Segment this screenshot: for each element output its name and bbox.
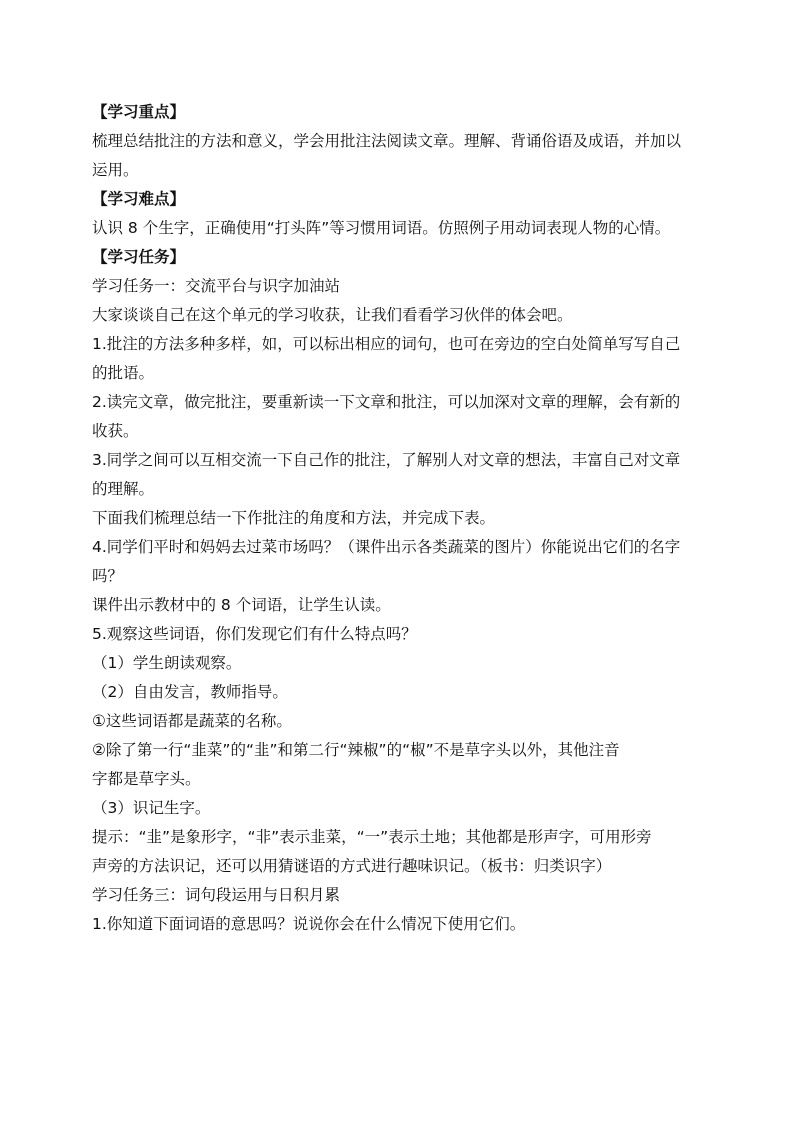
body-line: 3.同学之间可以互相交流一下自己作的批注，了解别人对文章的想法，丰富自己对文章 <box>92 451 681 469</box>
body-line: 下面我们梳理总结一下作批注的角度和方法，并完成下表。 <box>92 509 496 527</box>
tasks-heading: 【学习任务】 <box>92 248 186 266</box>
body-line: 字都是草字头。 <box>92 770 201 788</box>
body-line: 大家谈谈自己在这个单元的学习收获，让我们看看学习伙伴的体会吧。 <box>92 306 573 324</box>
key-points-text-line: 运用。 <box>92 161 139 179</box>
body-line: 5.观察这些词语，你们发现它们有什么特点吗？ <box>92 625 417 643</box>
body-line: ②除了第一行“韭菜”的“韭”和第二行“辣椒”的“椒”不是草字头以外，其他注音 <box>92 741 620 759</box>
body-line: 提示：“韭”是象形字，“非”表示韭菜，“一”表示土地；其他都是形声字，可用形旁 <box>92 828 652 846</box>
body-line: 1.批注的方法多种多样，如，可以标出相应的词句，也可在旁边的空白处简单写写自己 <box>92 335 681 353</box>
difficulties-heading: 【学习难点】 <box>92 190 186 208</box>
body-line: 2.读完文章，做完批注，要重新读一下文章和批注，可以加深对文章的理解，会有新的 <box>92 393 681 411</box>
body-line: （1）学生朗读观察。 <box>92 654 242 672</box>
key-points-text-line: 梳理总结批注的方法和意义，学会用批注法阅读文章。理解、背诵俗语及成语，并加以 <box>92 132 682 150</box>
body-line: 吗？ <box>92 567 124 585</box>
difficulties-text-line: 认识 8 个生字，正确使用“打头阵”等习惯用词语。仿照例子用动词表现人物的心情。 <box>92 219 671 237</box>
body-line: ①这些词语都是蔬菜的名称。 <box>92 712 292 730</box>
key-points-heading: 【学习重点】 <box>92 103 186 121</box>
body-line: （2）自由发言，教师指导。 <box>92 683 288 701</box>
body-line: 4.同学们平时和妈妈去过菜市场吗？（课件出示各类蔬菜的图片）你能说出它们的名字 <box>92 538 681 556</box>
body-line: 的理解。 <box>92 480 155 498</box>
document-content <box>92 99 707 937</box>
body-line: 收获。 <box>92 422 139 440</box>
body-line: 的批语。 <box>92 364 155 382</box>
task-body <box>92 273 707 937</box>
body-line: 学习任务一：交流平台与识字加油站 <box>92 277 341 295</box>
body-line: 声旁的方法识记，还可以用猜谜语的方式进行趣味识记。（板书：归类识字） <box>92 857 612 875</box>
body-line: 1.你知道下面词语的意思吗？说说你会在什么情况下使用它们。 <box>92 915 526 933</box>
body-line: （3）识记生字。 <box>92 799 211 817</box>
body-line: 课件出示教材中的 8 个词语，让学生认读。 <box>92 596 391 614</box>
body-line: 学习任务三：词句段运用与日积月累 <box>92 886 341 904</box>
